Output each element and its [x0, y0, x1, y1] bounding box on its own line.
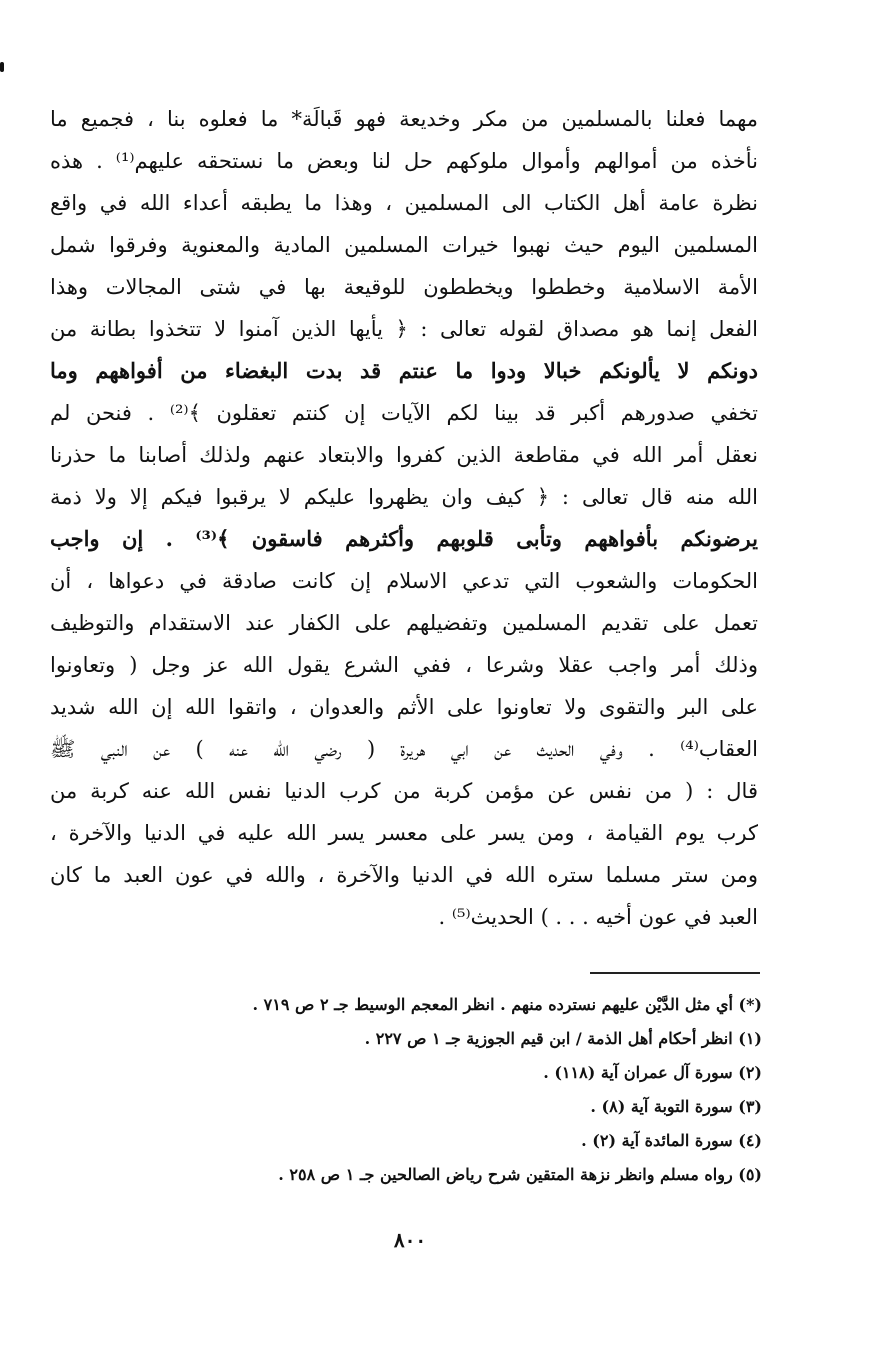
- text-line: نظرة عامة أهل الكتاب الى المسلمين ، وهذا ما يطبقه أعداء الله في واقع: [50, 191, 758, 215]
- text-line: وذلك أمر واجب عقلا وشرعا ، ففي الشرع يقول الله عز وجل ( وتعاونوا: [50, 653, 758, 677]
- text-line: الله منه قال تعالى : ﴿ كيف وان يظهروا عليكم لا يرقبوا فيكم إلا ولا ذمة: [50, 485, 758, 509]
- footnote: (٢) سورة آل عمران آية (١١٨) .: [543, 1063, 762, 1082]
- main-text: [50, 98, 758, 938]
- text-line: العبد في عون أخيه . . . ) الحديث⁽⁵⁾ .: [438, 905, 758, 929]
- footnote: (١) انظر أحكام أهل الذمة / ابن قيم الجوزية جـ ١ ص ٢٢٧ .: [364, 1029, 762, 1048]
- text-line: على البر والتقوى ولا تعاونوا على الأثم والعدوان ، واتقوا الله إن الله شديد: [50, 695, 758, 719]
- footnote: (*) أي مثل الدَّيْن عليهم نسترده منهم . انظر المعجم الوسيط جـ ٢ ص ٧١٩ .: [252, 995, 762, 1014]
- quran-verse-line: دونكم لا يألونكم خبالا ودوا ما عنتم قد بدت البغضاء من أفواههم وما: [50, 358, 758, 383]
- text-line: الحكومات والشعوب التي تدعي الاسلام إن كانت صادقة في دعواها ، أن: [50, 569, 758, 593]
- footnote: (٣) سورة التوبة آية (٨) .: [590, 1097, 762, 1116]
- text-line: الأمة الاسلامية وخططوا ويخططون للوقيعة بها في شتى المجالات وهذا: [50, 275, 758, 299]
- text-line: المسلمين اليوم حيث نهبوا خيرات المسلمين المادية والمعنوية وفرقوا شمل: [50, 233, 758, 257]
- text-line: تعمل على تقديم المسلمين وتفضيلهم على الكفار عند الاستقدام والتوظيف: [50, 611, 758, 635]
- text-line: نأخذه من أموالهم وأموال ملوكهم حل لنا وبعض ما نستحقه عليهم⁽¹⁾ . هذه: [50, 149, 758, 173]
- footnote-separator: [590, 972, 760, 974]
- text-line: الفعل إنما هو مصداق لقوله تعالى : ﴿ يأيها الذين آمنوا لا تتخذوا بطانة من: [50, 317, 758, 341]
- scan-edge-mark: [0, 62, 4, 72]
- text-line: ومن ستر مسلما ستره الله في الدنيا والآخرة ، والله في عون العبد ما كان: [50, 863, 758, 887]
- footnote: (٤) سورة المائدة آية (٢) .: [581, 1131, 762, 1150]
- text-line: مهما فعلنا بالمسلمين من مكر وخديعة فهو قَبالَة* ما فعلوه بنا ، فجميع ما: [50, 107, 758, 131]
- text-line: العقاب⁽⁴⁾ . وفي الحديث عن ابي هريرة ( رضي الله عنه ) عن النبي ﷺ: [50, 737, 758, 761]
- page-number: ٨٠٠: [393, 1228, 427, 1252]
- text-line: قال : ( من نفس عن مؤمن كربة من كرب الدنيا نفس الله عنه كربة من: [50, 779, 758, 803]
- footnotes: [50, 988, 762, 1192]
- text-line: تخفي صدورهم أكبر قد بينا لكم الآيات إن كنتم تعقلون ﴾⁽²⁾ . فنحن لم: [50, 401, 758, 425]
- footnote: (٥) رواه مسلم وانظر نزهة المتقين شرح رياض الصالحين جـ ١ ص ٢٥٨ .: [278, 1165, 762, 1184]
- text-line: كرب يوم القيامة ، ومن يسر على معسر يسر الله عليه في الدنيا والآخرة ،: [50, 821, 758, 845]
- text-line: نعقل أمر الله في مقاطعة الذين كفروا والابتعاد عنهم ولذلك أصابنا ما حذرنا: [50, 443, 758, 467]
- quran-verse-line: يرضونكم بأفواههم وتأبى قلوبهم وأكثرهم فاسقون ﴾⁽³⁾ . إن واجب: [50, 526, 758, 551]
